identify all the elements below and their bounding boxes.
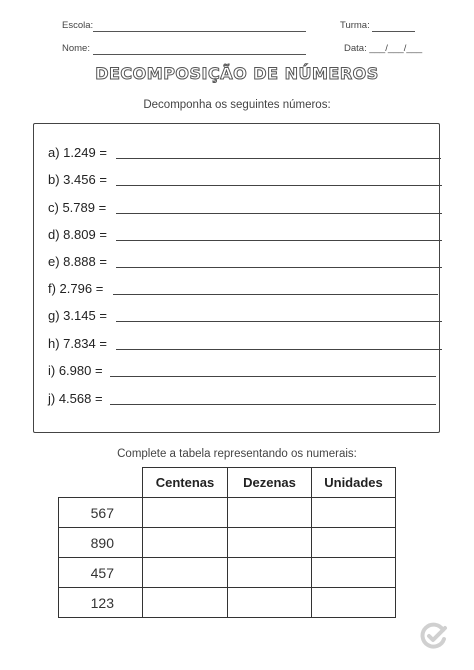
answer-cell[interactable] [311, 587, 396, 618]
answer-line[interactable] [116, 267, 442, 268]
row-number: 457 [58, 557, 143, 588]
answer-cell[interactable] [227, 587, 312, 618]
answer-cell[interactable] [311, 497, 396, 528]
class-field [340, 20, 370, 31]
answer-line[interactable] [116, 158, 441, 159]
answer-line[interactable] [116, 349, 442, 350]
column-header-unidades: Unidades [311, 467, 396, 498]
exercise-label: g) 3.145 = [48, 308, 107, 323]
answer-cell[interactable] [227, 497, 312, 528]
exercise-label: h) 7.834 = [48, 336, 107, 351]
date-blank[interactable]: ___/___/___ [369, 43, 423, 54]
row-number: 890 [58, 527, 143, 558]
answer-cell[interactable] [227, 527, 312, 558]
answer-cell[interactable] [142, 527, 228, 558]
school-field [62, 20, 93, 31]
name-field [62, 43, 90, 54]
answer-cell[interactable] [311, 557, 396, 588]
instruction-text: Decomponha os seguintes números: [143, 99, 331, 111]
exercise-label: i) 6.980 = [48, 363, 103, 378]
exercise-box [33, 123, 440, 433]
class-label: Turma: [340, 20, 370, 31]
check-logo-icon [420, 622, 448, 650]
column-header-centenas: Centenas [142, 467, 228, 498]
exercise-label: b) 3.456 = [48, 172, 107, 187]
date-field [344, 43, 422, 54]
answer-line[interactable] [116, 213, 442, 214]
page-title: DECOMPOSIÇÃO DE NÚMEROS [95, 64, 379, 83]
answer-line[interactable] [113, 294, 438, 295]
name-label: Nome: [62, 43, 90, 54]
row-number: 567 [58, 497, 143, 528]
exercise-label: c) 5.789 = [48, 200, 107, 215]
answer-cell[interactable] [227, 557, 312, 588]
answer-line[interactable] [116, 240, 442, 241]
school-label: Escola: [62, 20, 94, 31]
exercise-label: a) 1.249 = [48, 145, 107, 160]
answer-cell[interactable] [142, 497, 228, 528]
row-number: 123 [58, 587, 143, 618]
exercise-label: f) 2.796 = [48, 281, 104, 296]
exercise-label: d) 8.809 = [48, 227, 107, 242]
date-label: Data: [344, 43, 367, 54]
answer-cell[interactable] [311, 527, 396, 558]
answer-line[interactable] [110, 404, 436, 405]
answer-line[interactable] [116, 321, 442, 322]
answer-line[interactable] [110, 376, 436, 377]
table-instruction: Complete a tabela representando os numerais: [117, 448, 357, 460]
answer-cell[interactable] [142, 557, 228, 588]
answer-line[interactable] [116, 185, 442, 186]
exercise-label: j) 4.568 = [48, 391, 103, 406]
column-header-dezenas: Dezenas [227, 467, 312, 498]
exercise-label: e) 8.888 = [48, 254, 107, 269]
answer-cell[interactable] [142, 587, 228, 618]
